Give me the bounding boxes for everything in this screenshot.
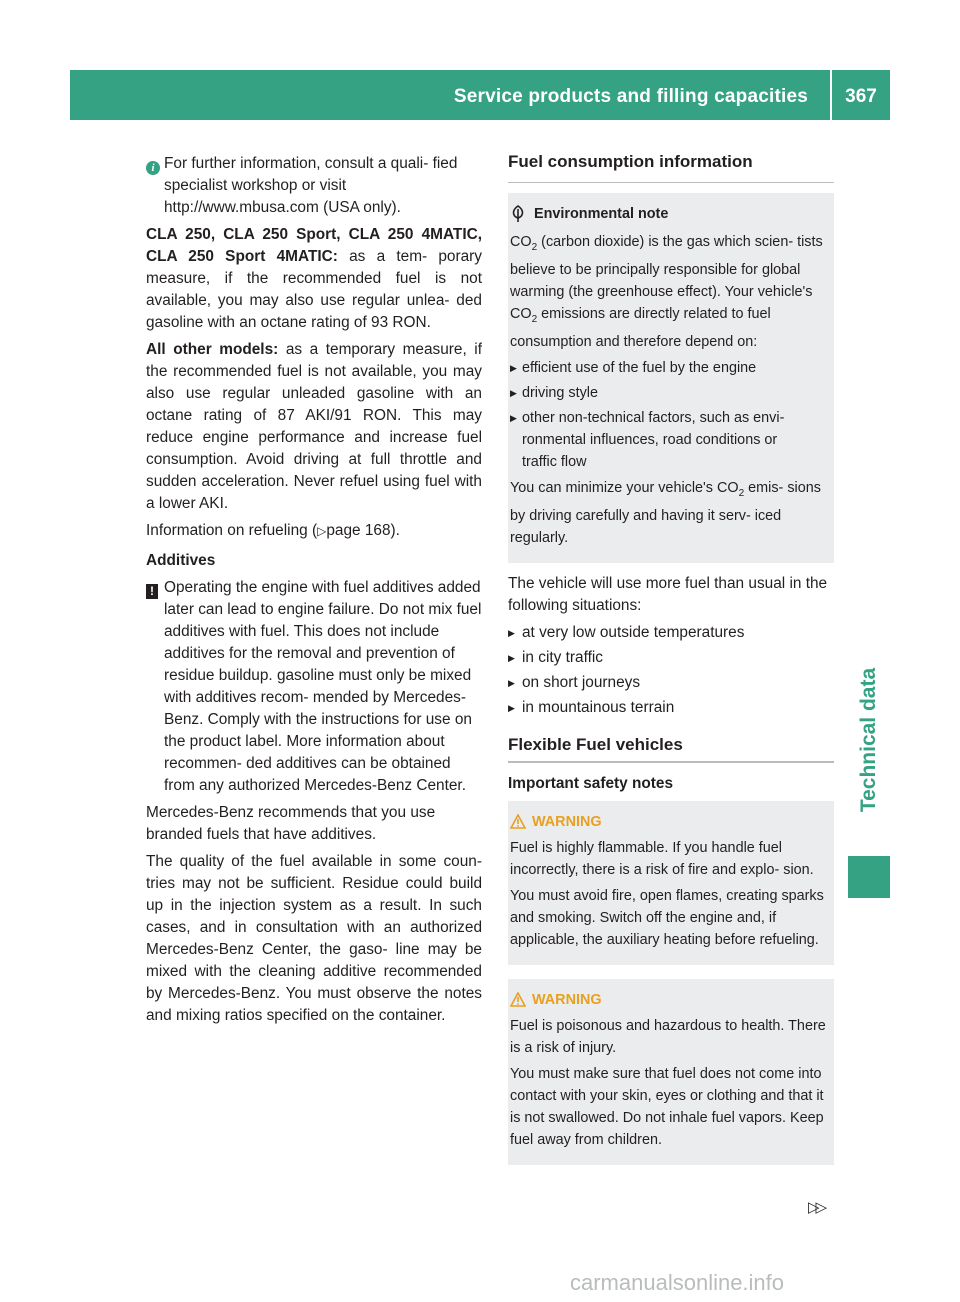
- list-item: ▶ efficient use of the fuel by the engine: [510, 357, 826, 379]
- other-models-label: All other models:: [146, 341, 279, 358]
- env-closing-text-2: emis- sions by driving carefully and having it serv- iced regularly.: [510, 479, 821, 546]
- warning-triangle-icon: [510, 814, 526, 829]
- environmental-note-box: [508, 193, 834, 563]
- warning-label: WARNING: [532, 813, 602, 830]
- situations-list: [508, 622, 834, 719]
- additives-warning: [146, 577, 482, 797]
- co2-subscript: 2: [531, 313, 538, 325]
- warning-box-fire: [508, 801, 834, 965]
- right-column: [508, 150, 834, 1165]
- side-tab-label: Technical data: [857, 667, 881, 813]
- env-text-1: (carbon dioxide) is the gas which scien- tists believe to be principally responsible for global warming (the greenhouse effect). Your vehicle's CO: [510, 234, 823, 322]
- refuel-info: [146, 520, 482, 542]
- page-number: 367: [845, 86, 877, 107]
- refuel-info-suffix: ).: [390, 522, 400, 539]
- section-rule: [508, 761, 834, 763]
- page-ref-arrow-icon: ▷: [317, 524, 327, 538]
- additives-heading: Additives: [146, 552, 216, 569]
- info-note: [146, 153, 482, 219]
- environmental-note-text: [510, 231, 826, 353]
- side-tab-marker: [848, 856, 890, 898]
- warning-text: You must avoid fire, open flames, creating sparks and smoking. Switch off the engine and, if applicable, the auxiliary heating before refueling.: [510, 887, 824, 948]
- environmental-factors-list: [510, 357, 826, 473]
- info-icon: i: [146, 156, 160, 178]
- list-item: ▶ driving style: [510, 382, 826, 404]
- env-closing-text: You can minimize your vehicle's CO: [510, 479, 739, 496]
- cla-models-text: as a tem- porary measure, if the recommended fuel is not available, you may also use regular unlea- ded gasoline with an octane rating of 93 RON.: [146, 248, 482, 331]
- warning-text: Fuel is poisonous and hazardous to health. There is a risk of injury.: [510, 1017, 826, 1056]
- warning-header: [510, 811, 826, 833]
- section-rule: [508, 182, 834, 183]
- refuel-info-prefix: Information on refueling (: [146, 522, 318, 539]
- warning-text: Fuel is highly flammable. If you handle fuel incorrectly, there is a risk of fire and explo- sion.: [510, 839, 814, 878]
- co2-subscript: 2: [738, 487, 745, 499]
- list-item: ▶ in city traffic: [508, 647, 834, 669]
- page-ref-link[interactable]: page 168: [326, 522, 391, 539]
- environmental-note-header: [510, 203, 826, 225]
- side-tab: [848, 640, 890, 840]
- fuel-consumption-heading: Fuel consumption information: [508, 152, 753, 171]
- env-text-2: emissions are directly related to fuel consumption and therefore depend on:: [510, 305, 771, 350]
- header-title: Service products and filling capacities: [453, 86, 808, 107]
- page-header: [70, 70, 890, 120]
- other-models-text: as a temporary measure, if the recommended fuel is not available, you may also use regular unleaded gasoline with an octane rating of 87 AKI/91 RON. This may reduce engine performance and increase fuel consumption. Avoid driving at full throttle and sudden acceleration. Never refuel using fuel with a lower AKI.: [146, 341, 482, 512]
- warning-label: WARNING: [532, 991, 602, 1008]
- flex-fuel-heading: Flexible Fuel vehicles: [508, 734, 683, 754]
- list-item: ▶ on short journeys: [508, 672, 834, 694]
- recommend-paragraph: Mercedes-Benz recommends that you use branded fuels that have additives.: [146, 804, 436, 843]
- warning-header: [510, 989, 826, 1011]
- continue-arrow-icon: ▷▷: [808, 1199, 824, 1216]
- co2-subscript: 2: [531, 241, 538, 253]
- warning-text: You must make sure that fuel does not come into contact with your skin, eyes or clothing and that it is not swallowed. Do not inhale fuel vapors. Keep fuel away from children.: [510, 1065, 824, 1148]
- watermark: carmanualsonline.info: [570, 1270, 785, 1295]
- environmental-note-title: Environmental note: [534, 206, 669, 222]
- co2-text: CO: [510, 234, 532, 250]
- leaf-icon: [510, 205, 526, 223]
- list-item: ▶ in mountainous terrain: [508, 697, 834, 719]
- cla-models-paragraph: [146, 224, 482, 334]
- additives-warning-text: Operating the engine with fuel additives added later can lead to engine failure. Do not mix fuel additives with fuel. This does not include additives for the removal and prevention of residue buildup. gasoline must only be mixed with additives recom- mended by Mercedes-Benz. Comply with the instructions for use on the product label. More information about recommen- ded additives can be obtained from any authorized Mercedes-Benz Center.: [164, 579, 482, 794]
- environmental-note-closing: [510, 477, 826, 549]
- safety-notes-heading: Important safety notes: [508, 774, 674, 792]
- list-item: ▶ other non-technical factors, such as envi- ronmental influences, road conditions or traffic flow: [510, 407, 826, 473]
- quality-paragraph: The quality of the fuel available in some coun- tries may not be sufficient. Residue could build up in the injection system as a result. In such cases, and in consultation with an authorized Mercedes-Benz Center, the gaso- line may be mixed with the cleaning additive recommended by Mercedes-Benz. You must observe the notes and mixing ratios specified on the container.: [146, 853, 482, 1024]
- cla-models-label: CLA 250, CLA 250 Sport, CLA 250 4MATIC, CLA 250 Sport 4MATIC:: [146, 226, 482, 265]
- warning-box-poison: [508, 979, 834, 1165]
- other-models-paragraph: [146, 339, 482, 515]
- warning-triangle-icon: [510, 992, 526, 1007]
- more-fuel-paragraph: The vehicle will use more fuel than usual in the following situations:: [508, 574, 828, 614]
- exclamation-icon: !: [146, 580, 158, 602]
- list-item: ▶ at very low outside temperatures: [508, 622, 834, 644]
- left-column: [146, 153, 482, 1032]
- info-note-text: For further information, consult a quali- fied specialist workshop or visit http://www.mbusa.com (USA only).: [164, 155, 458, 216]
